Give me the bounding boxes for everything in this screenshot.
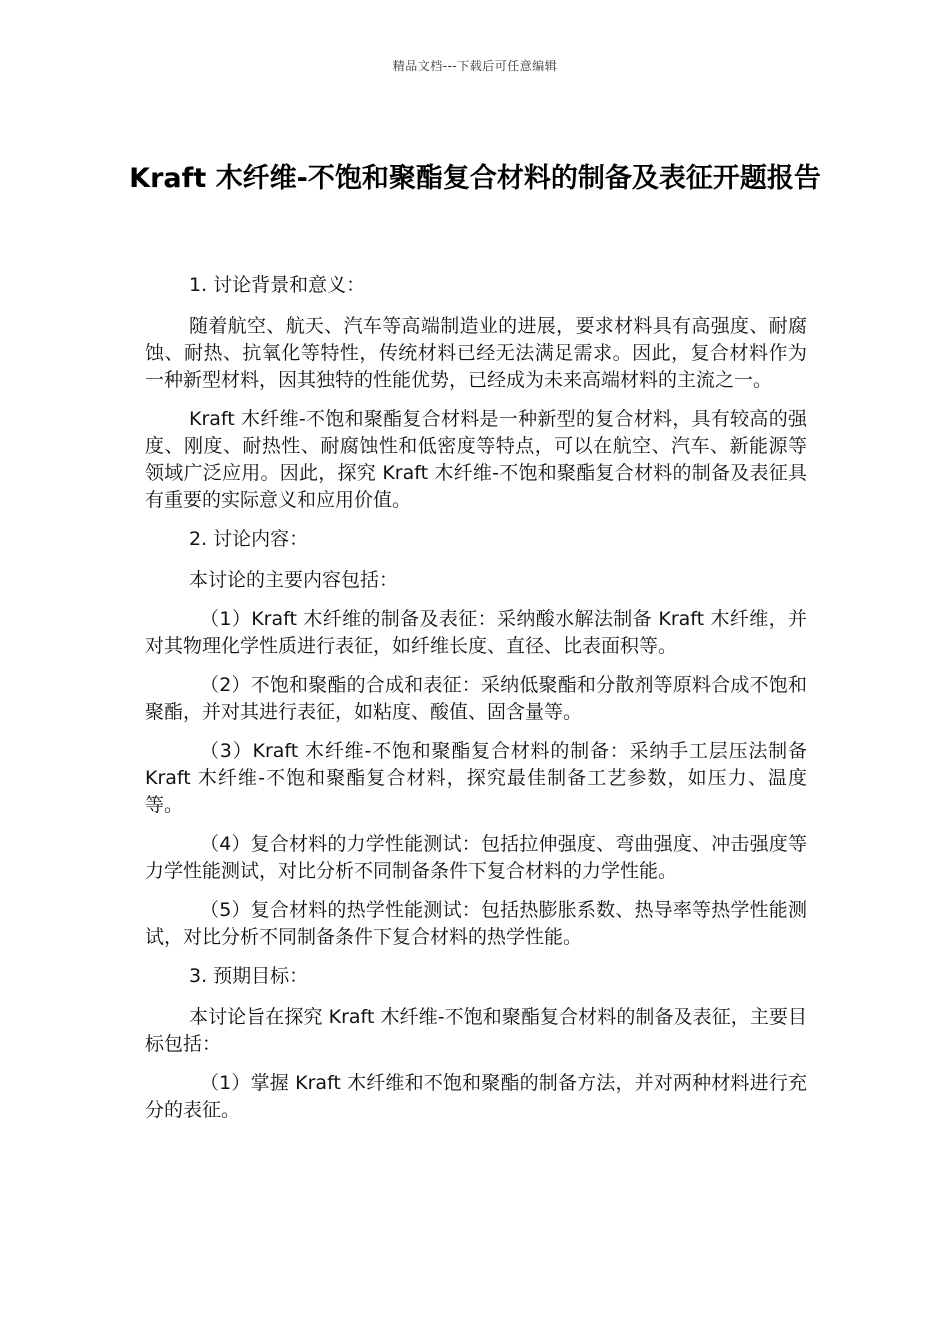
list-item: （4）复合材料的力学性能测试：包括拉伸强度、弯曲强度、冲击强度等力学性能测试，对比分析不同制备条件下复合材料的力学性能。: [145, 833, 807, 882]
list-item: （1）掌握 Kraft 木纤维和不饱和聚酯的制备方法，并对两种材料进行充分的表征。: [145, 1072, 807, 1121]
document-title: Kraft 木纤维-不饱和聚酯复合材料的制备及表征开题报告: [129, 163, 821, 195]
section-heading-goals: 3. 预期目标：: [189, 965, 309, 987]
list-item: （5）复合材料的热学性能测试：包括热膨胀系数、热导率等热学性能测试，对比分析不同制备条件下复合材料的热学性能。: [145, 899, 807, 948]
paragraph-goals-intro: 本讨论旨在探究 Kraft 木纤维-不饱和聚酯复合材料的制备及表征，主要目标包括：: [145, 1006, 807, 1055]
section-heading-content: 2. 讨论内容：: [189, 528, 309, 550]
header-note: 精品文档---下载后可任意编辑: [392, 59, 558, 73]
list-item: （3）Kraft 木纤维-不饱和聚酯复合材料的制备：采纳手工层压法制备 Kraft 木纤维-不饱和聚酯复合材料，探究最佳制备工艺参数，如压力、温度等。: [145, 740, 807, 816]
paragraph-background-2: Kraft 木纤维-不饱和聚酯复合材料是一种新型的复合材料，具有较高的强度、刚度、耐热性、耐腐蚀性和低密度等特点，可以在航空、汽车、新能源等领域广泛应用。因此，探究 Kraft 木纤维-不饱和聚酯复合材料的制备及表征具有重要的实际意义和应用价值。: [145, 408, 807, 511]
paragraph-content-intro: 本讨论的主要内容包括：: [189, 569, 399, 591]
list-item: （1）Kraft 木纤维的制备及表征：采纳酸水解法制备 Kraft 木纤维，并对其物理化学性质进行表征，如纤维长度、直径、比表面积等。: [145, 608, 807, 657]
document-body: [145, 272, 807, 1136]
paragraph-background-1: 随着航空、航天、汽车等高端制造业的进展，要求材料具有高强度、耐腐蚀、耐热、抗氧化等特性，传统材料已经无法满足需求。因此，复合材料作为一种新型材料，因其独特的性能优势，已经成为未来高端材料的主流之一。: [145, 315, 807, 391]
list-item: （2）不饱和聚酯的合成和表征：采纳低聚酯和分散剂等原料合成不饱和聚酯，并对其进行表征，如粘度、酸值、固含量等。: [145, 674, 807, 723]
section-heading-background: 1. 讨论背景和意义：: [189, 274, 366, 296]
